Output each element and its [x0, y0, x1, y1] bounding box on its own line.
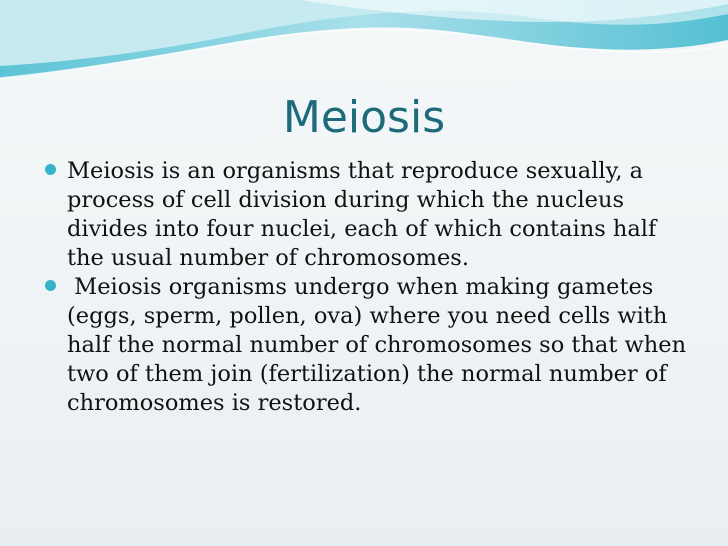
bullet-text: Meiosis is an organisms that reproduce sexually, a process of cell division during which the nucleus divides into four nuclei, each of which contains half the usual number of chromosomes.	[67, 158, 657, 271]
slide-title: Meiosis	[282, 92, 446, 143]
bullet-text: Meiosis organisms undergo when making gametes (eggs, sperm, pollen, ova) where you need cells with half the normal number of chromosomes so that when two of them join (fertilization) the normal number of chromosomes is restored.	[67, 274, 694, 416]
header-wave-decoration	[0, 0, 728, 90]
bullet-dot-icon	[45, 280, 56, 291]
bullet-list	[45, 157, 695, 418]
bullet-dot-icon	[45, 164, 56, 175]
bullet-item	[45, 157, 695, 273]
bullet-item	[45, 273, 695, 418]
